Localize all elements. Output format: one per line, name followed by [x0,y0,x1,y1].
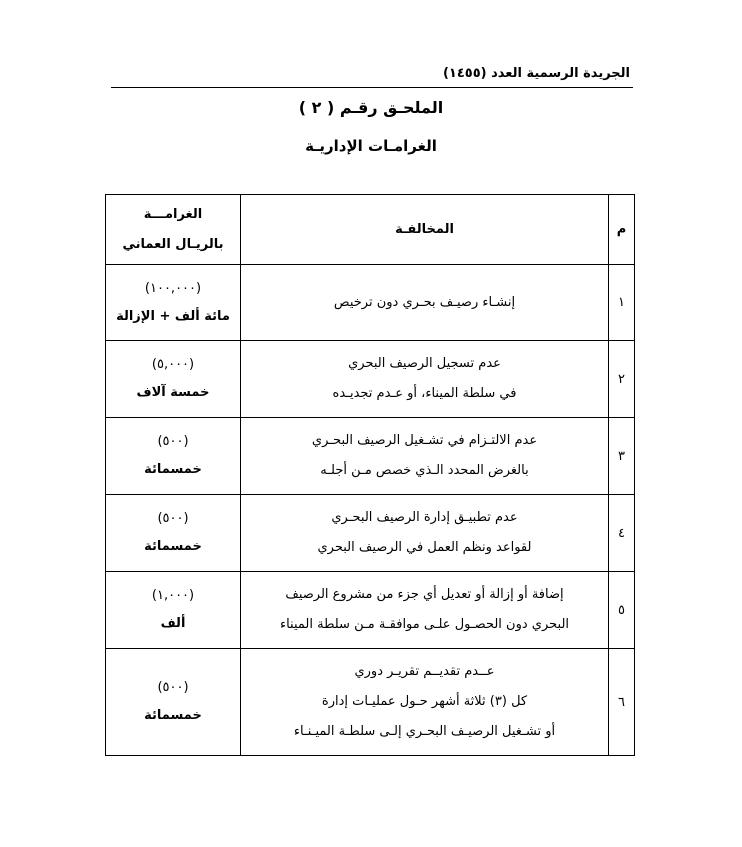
violation-cell [241,265,609,341]
fine-amount: (٥٠٠) [157,680,189,695]
table-header-row [106,195,635,265]
fine-words: خمسمائة [144,539,202,554]
fine-amount: (٥٠٠) [157,511,189,526]
fine-amount: (١,٠٠٠) [151,588,195,603]
violation-line: إضافة أو إزالة أو تعديل أي جزء من مشروع الرصيف [285,587,564,602]
column-header-violation: المخالفـة [241,195,609,265]
fine-cell [106,495,241,572]
violation-line: بالغرض المحدد الـذي خصص مـن أجلـه [320,463,529,478]
table-row [106,418,635,495]
fine-words: خمسمائة [144,462,202,477]
table-row [106,495,635,572]
row-number: ٣ [609,418,635,495]
table-row [106,341,635,418]
fine-cell [106,649,241,756]
fine-cell [106,265,241,341]
row-number: ٥ [609,572,635,649]
fine-amount: (٥٠٠) [157,434,189,449]
fine-words: مائة ألف + الإزالة [116,308,230,324]
violation-line: البحري دون الحصـول علـى موافقـة مـن سلطة الميناء [279,617,570,632]
fine-amount: (١٠٠,٠٠٠) [144,280,202,296]
violation-line: عدم الالتـزام في تشـغيل الرصيف البحـري [311,433,538,448]
violation-line: عدم تسجيل الرصيف البحري [348,356,501,371]
violation-line: كل (٣) ثلاثة أشهر حـول عمليـات إدارة [321,694,528,709]
fine-amount: (٥,٠٠٠) [151,357,195,372]
fine-words: خمسة آلاف [136,385,210,400]
row-number: ١ [609,265,635,341]
violation-line: لقواعد ونظم العمل في الرصيف البحري [317,540,532,555]
document-subtitle: الغرامـات الإداريـة [305,137,437,155]
violation-line: عدم تطبيـق إدارة الرصيف البحـري [331,510,518,525]
column-header-number: م [609,195,635,265]
row-number: ٢ [609,341,635,418]
table-row [106,572,635,649]
violation-cell [241,572,609,649]
row-number: ٤ [609,495,635,572]
violation-cell [241,495,609,572]
gazette-header: الجريدة الرسمية العدد (١٤٥٥) [442,66,630,81]
violation-line: في سلطة الميناء، أو عـدم تجديـده [332,386,517,401]
row-number: ٦ [609,649,635,756]
column-header-fine-line1: الغرامـــة [143,206,203,222]
column-header-fine-line2: بالريـال العماني [122,236,224,252]
fines-table [105,194,635,756]
header-divider [111,87,633,88]
table-row [106,265,635,341]
table-row [106,649,635,756]
fine-words: خمسمائة [144,708,202,723]
violation-line: إنشـاء رصيـف بحـري دون ترخيص [333,294,516,310]
fine-words: ألف [160,616,186,631]
fine-cell [106,341,241,418]
violation-line: أو تشـغيل الرصيـف البحـري إلـى سلطـة الميـنـاء [293,724,556,739]
fine-cell [106,418,241,495]
fine-cell [106,572,241,649]
column-header-fine [106,195,241,265]
annex-title: الملحـق رقـم ( ٢ ) [298,98,444,117]
violation-cell [241,649,609,756]
violation-line: عــدم تقديــم تقريـر دوري [354,664,495,679]
violation-cell [241,341,609,418]
violation-cell [241,418,609,495]
